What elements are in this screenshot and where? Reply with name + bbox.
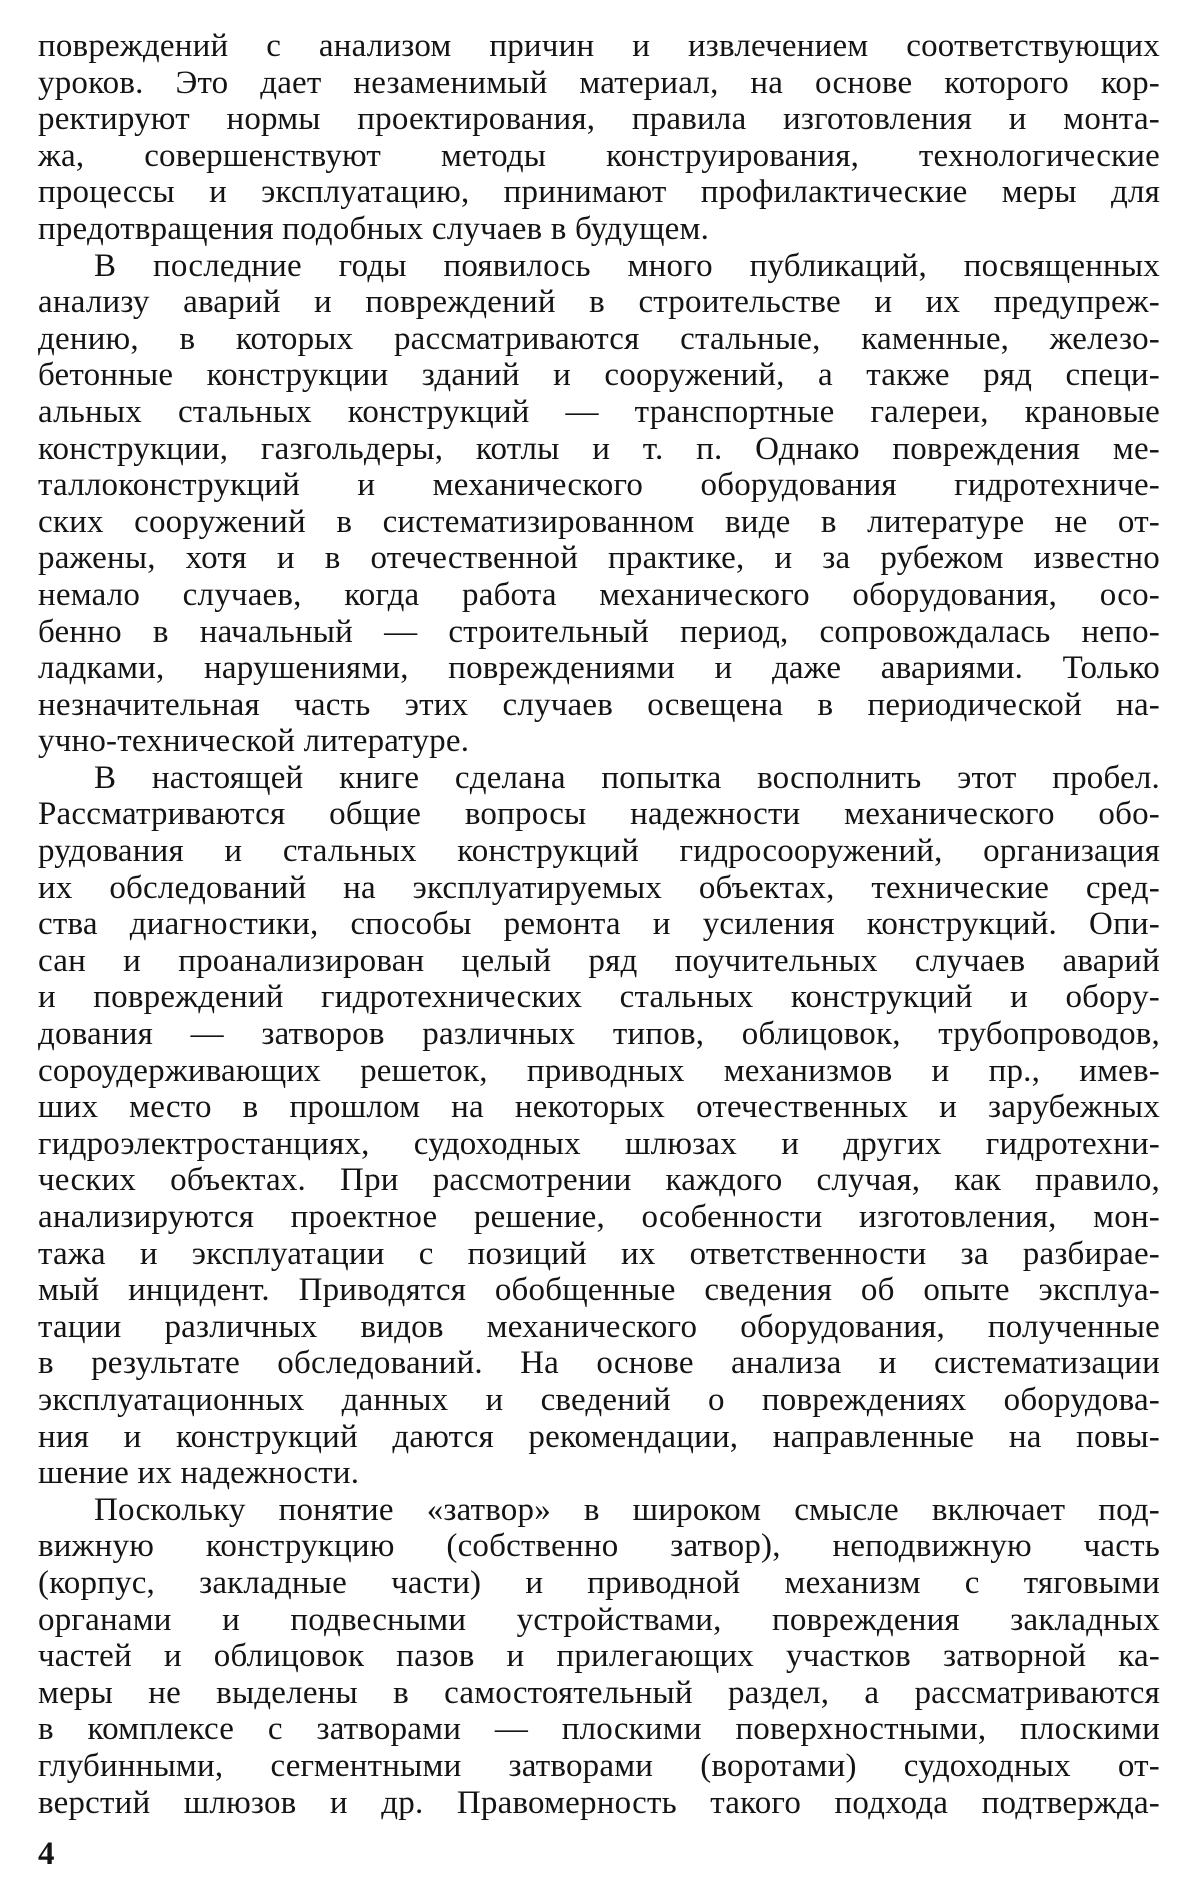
paragraph — [38, 28, 1160, 248]
text-line: дования — затворов различных типов, облицовок, трубопроводов, — [38, 1016, 1160, 1053]
text-line: таллоконструкций и механического оборудования гидротехниче- — [38, 467, 1160, 504]
text-line: бетонные конструкции зданий и сооружений, а также ряд специ- — [38, 357, 1160, 394]
text-line: их обследований на эксплуатируемых объектах, технические сред- — [38, 869, 1160, 906]
text-line: процессы и эксплуатацию, принимают профилактические меры для — [38, 174, 1160, 211]
text-line: тажа и эксплуатации с позиций их ответственности за разбирае- — [38, 1235, 1160, 1272]
text-line: сороудерживающих решеток, приводных механизмов и пр., имев- — [38, 1052, 1160, 1089]
text-line: шение их надежности. — [38, 1455, 360, 1492]
page-number: 4 — [38, 1836, 55, 1872]
text-line: В последние годы появилось много публикаций, посвященных — [94, 247, 1160, 284]
text-line: Рассматриваются общие вопросы надежности механического обо- — [38, 796, 1160, 833]
text-line: анализируются проектное решение, особенности изготовления, мон- — [38, 1199, 1160, 1235]
text-line: альных стальных конструкций — транспортные галереи, крановые — [38, 393, 1160, 430]
text-line: немало случаев, когда работа механического оборудования, осо- — [38, 576, 1160, 613]
text-line: частей и облицовок пазов и прилегающих участков затворной ка- — [38, 1638, 1160, 1675]
text-line: органами и подвесными устройствами, повреждения закладных — [38, 1601, 1160, 1638]
text-line: вижную конструкцию (собственно затвор), неподвижную часть — [38, 1528, 1160, 1565]
text-line: ческих объектах. При рассмотрении каждого случая, как правило, — [38, 1162, 1160, 1199]
text-line: в комплексе с затворами — плоскими поверхностными, плоскими — [38, 1711, 1160, 1748]
text-line: жа, совершенствуют методы конструирования, технологические — [38, 137, 1160, 174]
text-line: меры не выделены в самостоятельный раздел, а рассматриваются — [38, 1674, 1160, 1711]
paragraph — [38, 760, 1160, 1492]
text-line: гидроэлектростанциях, судоходных шлюзах и других гидротехни- — [38, 1125, 1160, 1162]
text-line: ских сооружений в систематизированном виде в литературе не от- — [38, 503, 1160, 540]
text-line: конструкции, газгольдеры, котлы и т. п. Однако повреждения ме- — [38, 430, 1160, 467]
text-line: анализу аварий и повреждений в строительстве и их предупреж- — [38, 284, 1160, 321]
text-line: уроков. Это дает незаменимый материал, на основе которого кор- — [38, 64, 1160, 101]
text-line: ректируют нормы проектирования, правила изготовления и монта- — [38, 101, 1160, 138]
text-line: (корпус, закладные части) и приводной механизм с тяговыми — [38, 1564, 1160, 1601]
text-line: эксплуатационных данных и сведений о повреждениях оборудова- — [38, 1381, 1160, 1418]
text-line: учно-технической литературе. — [38, 723, 470, 760]
text-line: тации различных видов механического оборудования, полученные — [38, 1308, 1160, 1345]
page-body — [38, 28, 1160, 1821]
text-line: ладками, нарушениями, повреждениями и даже авариями. Только — [38, 650, 1160, 687]
text-line: в результате обследований. На основе анализа и систематизации — [38, 1345, 1160, 1382]
text-line: рудования и стальных конструкций гидросооружений, организация — [38, 833, 1160, 870]
text-line: В настоящей книге сделана попытка восполнить этот пробел. — [94, 759, 1160, 796]
text-line: повреждений с анализом причин и извлечением соответствующих — [38, 28, 1160, 64]
text-line: верстий шлюзов и др. Правомерность такого подхода подтвержда- — [38, 1784, 1160, 1821]
text-line: сан и проанализирован целый ряд поучительных случаев аварий — [38, 942, 1160, 979]
paragraph — [38, 1492, 1160, 1821]
text-line: ражены, хотя и в отечественной практике, и за рубежом известно — [38, 540, 1160, 577]
text-line: дению, в которых рассматриваются стальные, каменные, железо- — [38, 320, 1160, 357]
text-line: предотвращения подобных случаев в будущем. — [38, 210, 710, 247]
text-line: и повреждений гидротехнических стальных конструкций и обору- — [38, 979, 1160, 1016]
text-line: незначительная часть этих случаев освещена в периодической на- — [38, 686, 1160, 723]
text-line: бенно в начальный — строительный период, сопровождалась непо- — [38, 613, 1160, 650]
text-line: ших место в прошлом на некоторых отечественных и зарубежных — [38, 1089, 1160, 1126]
text-line: ства диагностики, способы ремонта и усиления конструкций. Опи- — [38, 906, 1160, 943]
text-line: глубинными, сегментными затворами (воротами) судоходных от- — [38, 1747, 1160, 1784]
text-line: ния и конструкций даются рекомендации, направленные на повы- — [38, 1418, 1160, 1455]
text-line: мый инцидент. Приводятся обобщенные сведения об опыте эксплуа- — [38, 1272, 1160, 1309]
paragraph — [38, 248, 1160, 760]
text-line: Поскольку понятие «затвор» в широком смысле включает под- — [94, 1491, 1160, 1528]
